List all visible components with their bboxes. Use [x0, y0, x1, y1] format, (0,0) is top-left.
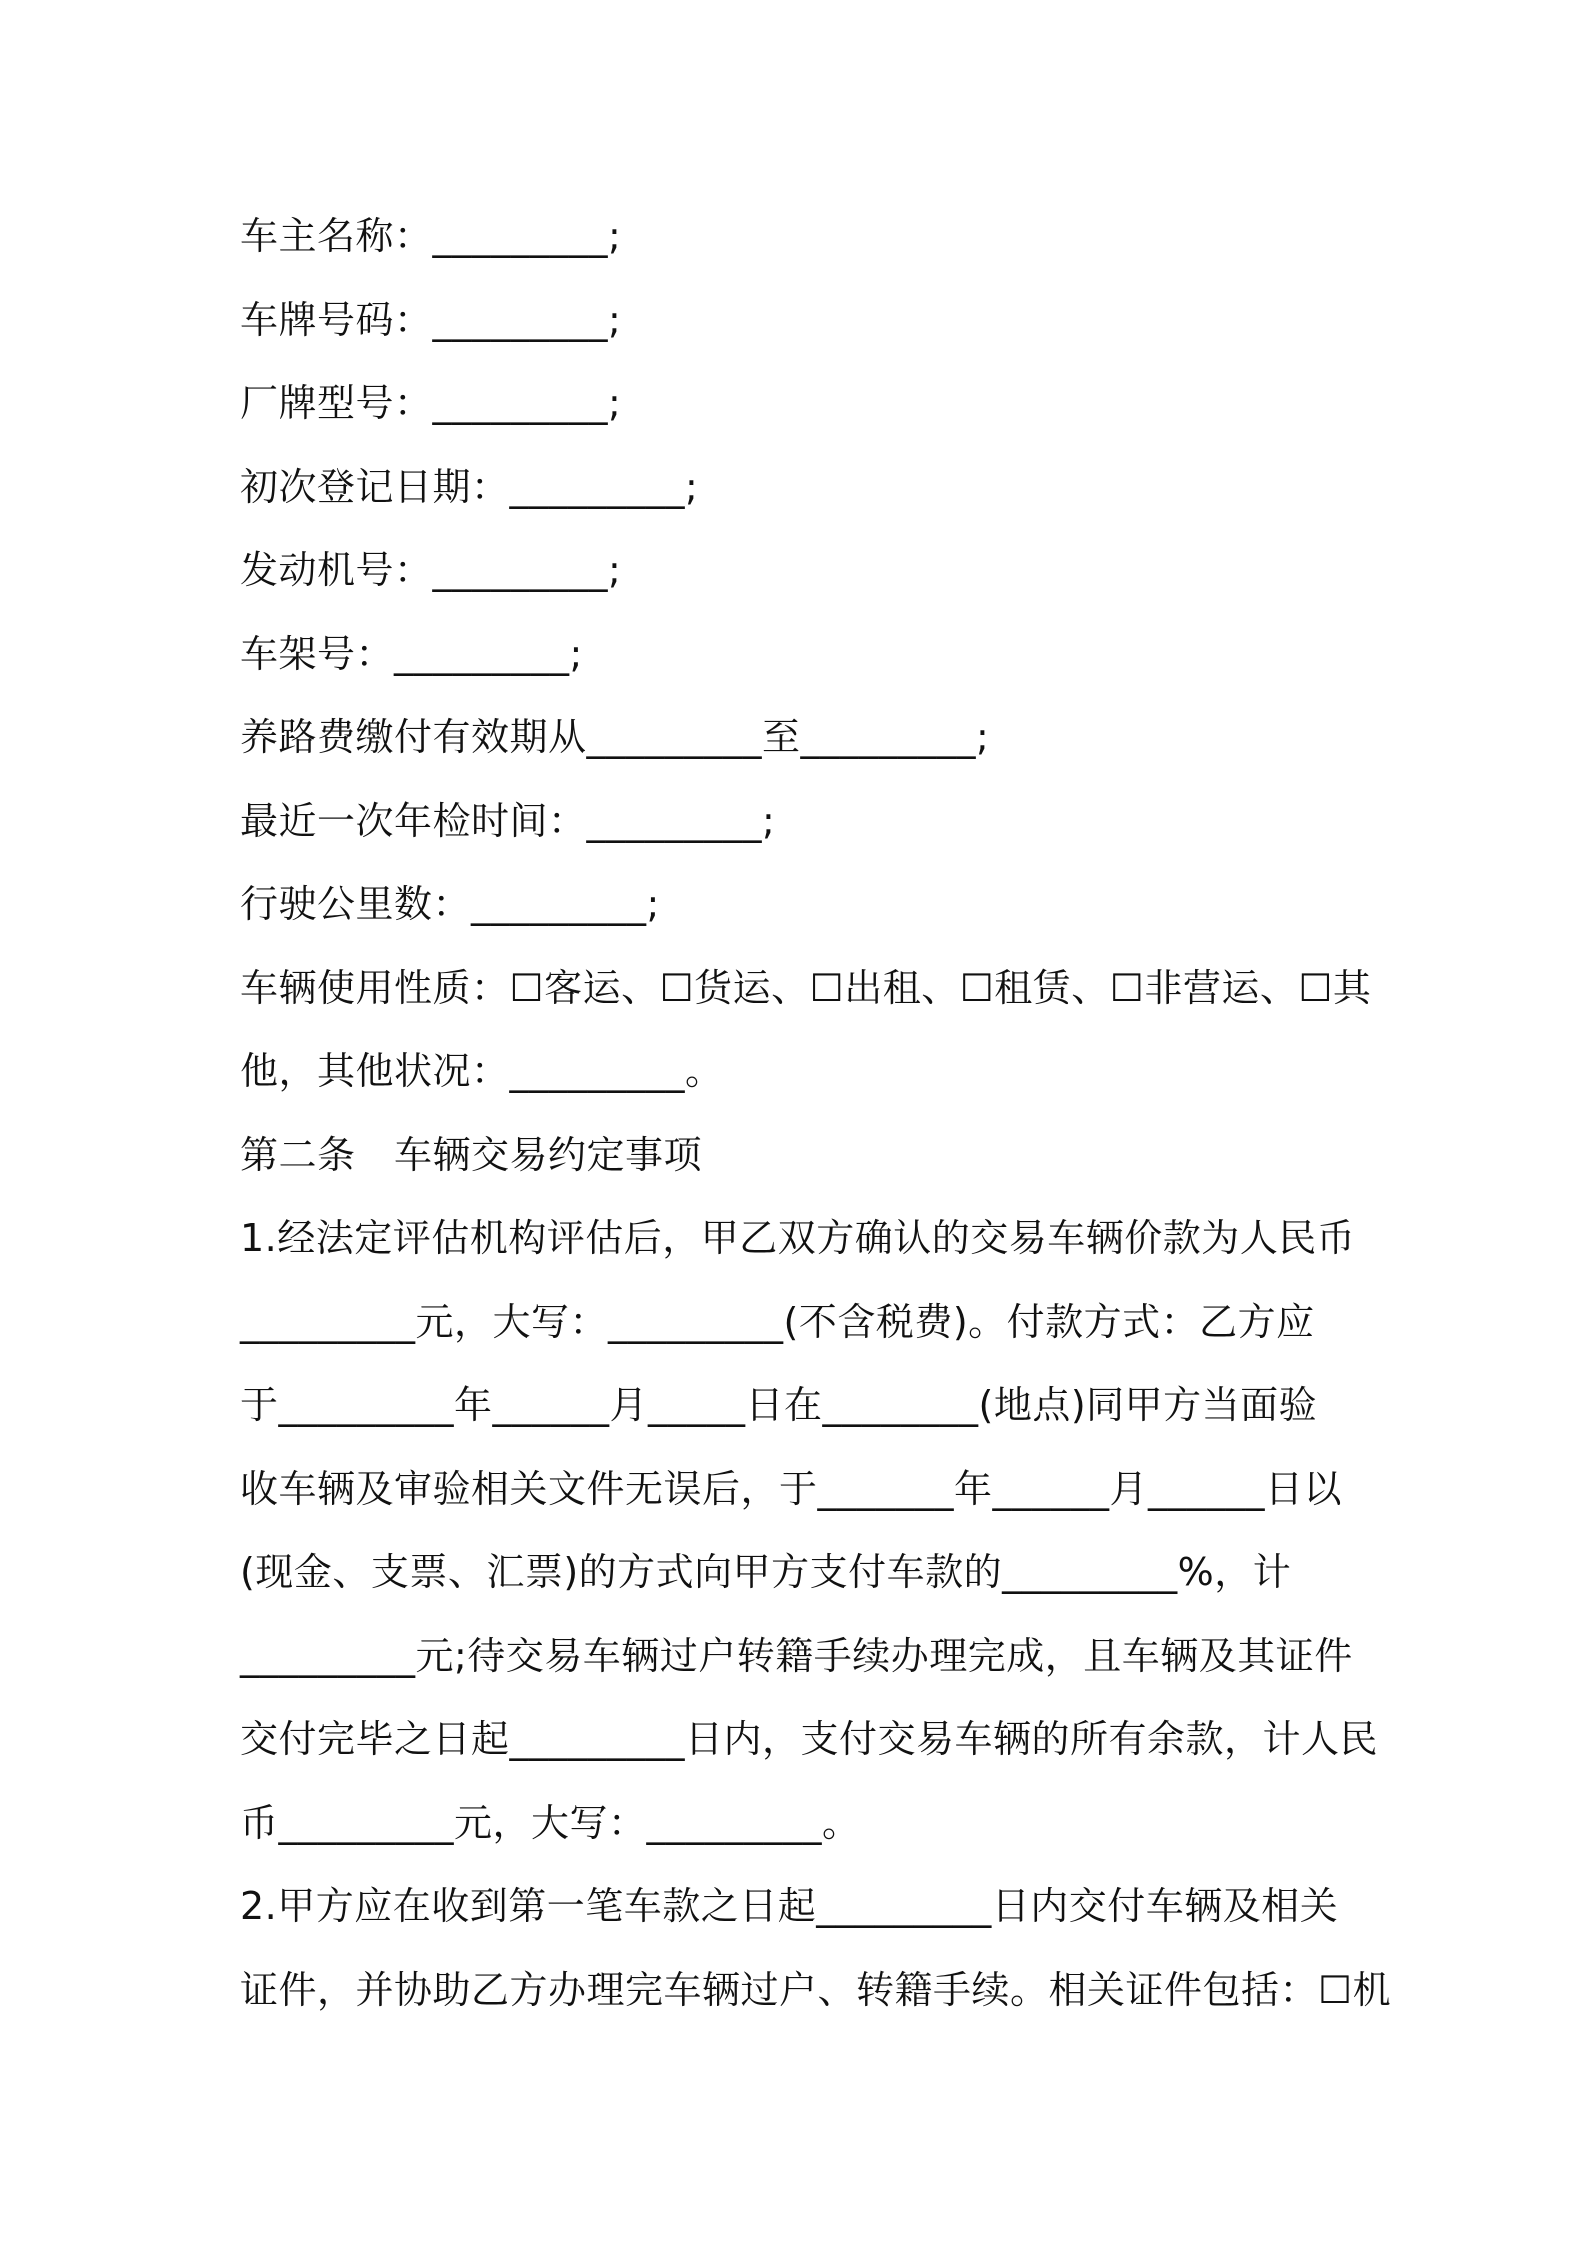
clause-1-line-5: (现金、支票、汇票)的方式向甲方支付车款的_________%，计 [240, 1550, 1292, 1594]
field-last-inspection-time: 最近一次年检时间：_________; [240, 798, 776, 843]
field-usage-nature: 车辆使用性质：☐客运、☐货运、☐出租、☐租赁、☐非营运、☐其 [240, 965, 1372, 1010]
field-road-fee-validity: 养路费缴付有效期从_________至_________; [240, 715, 990, 759]
clause-2-line-1: 2.甲方应在收到第一笔车款之日起_________日内交付车辆及相关 [240, 1884, 1339, 1928]
field-brand-model: 厂牌型号：_________; [240, 381, 622, 425]
field-usage-nature-cont: 他，其他状况：_________。 [240, 1049, 724, 1093]
clause-1-line-3: 于_________年______月_____日在________(地点)同甲方当面验 [240, 1383, 1318, 1427]
clause-2-line-2: 证件，并协助乙方办理完车辆过户、转籍手续。相关证件包括：☐机 [240, 1967, 1392, 2012]
clause-1-line-4: 收车辆及审验相关文件无误后，于_______年______月______日以 [240, 1466, 1343, 1511]
field-plate-number: 车牌号码：_________; [240, 297, 622, 342]
clause-1-line-6: _________元;待交易车辆过户转籍手续办理完成，且车辆及其证件 [240, 1633, 1353, 1678]
field-engine-number: 发动机号：_________; [240, 548, 622, 592]
field-frame-number: 车架号：_________; [240, 631, 583, 676]
document-body [240, 195, 1392, 2032]
clause-1-line-1: 1.经法定评估机构评估后，甲乙双方确认的交易车辆价款为人民币 [240, 1216, 1356, 1260]
clause-1-line-7: 交付完毕之日起_________日内，支付交易车辆的所有余款，计人民 [240, 1717, 1379, 1761]
clause-1-line-8: 币_________元，大写：_________。 [240, 1800, 861, 1845]
field-first-registration-date: 初次登记日期：_________; [240, 464, 699, 509]
section-heading-article-2: 第二条 车辆交易约定事项 [240, 1132, 703, 1177]
field-owner-name: 车主名称：_________; [240, 214, 622, 258]
clause-1-line-2: _________元，大写：_________(不含税费)。付款方式：乙方应 [240, 1299, 1315, 1344]
field-mileage: 行驶公里数：_________; [240, 882, 660, 926]
